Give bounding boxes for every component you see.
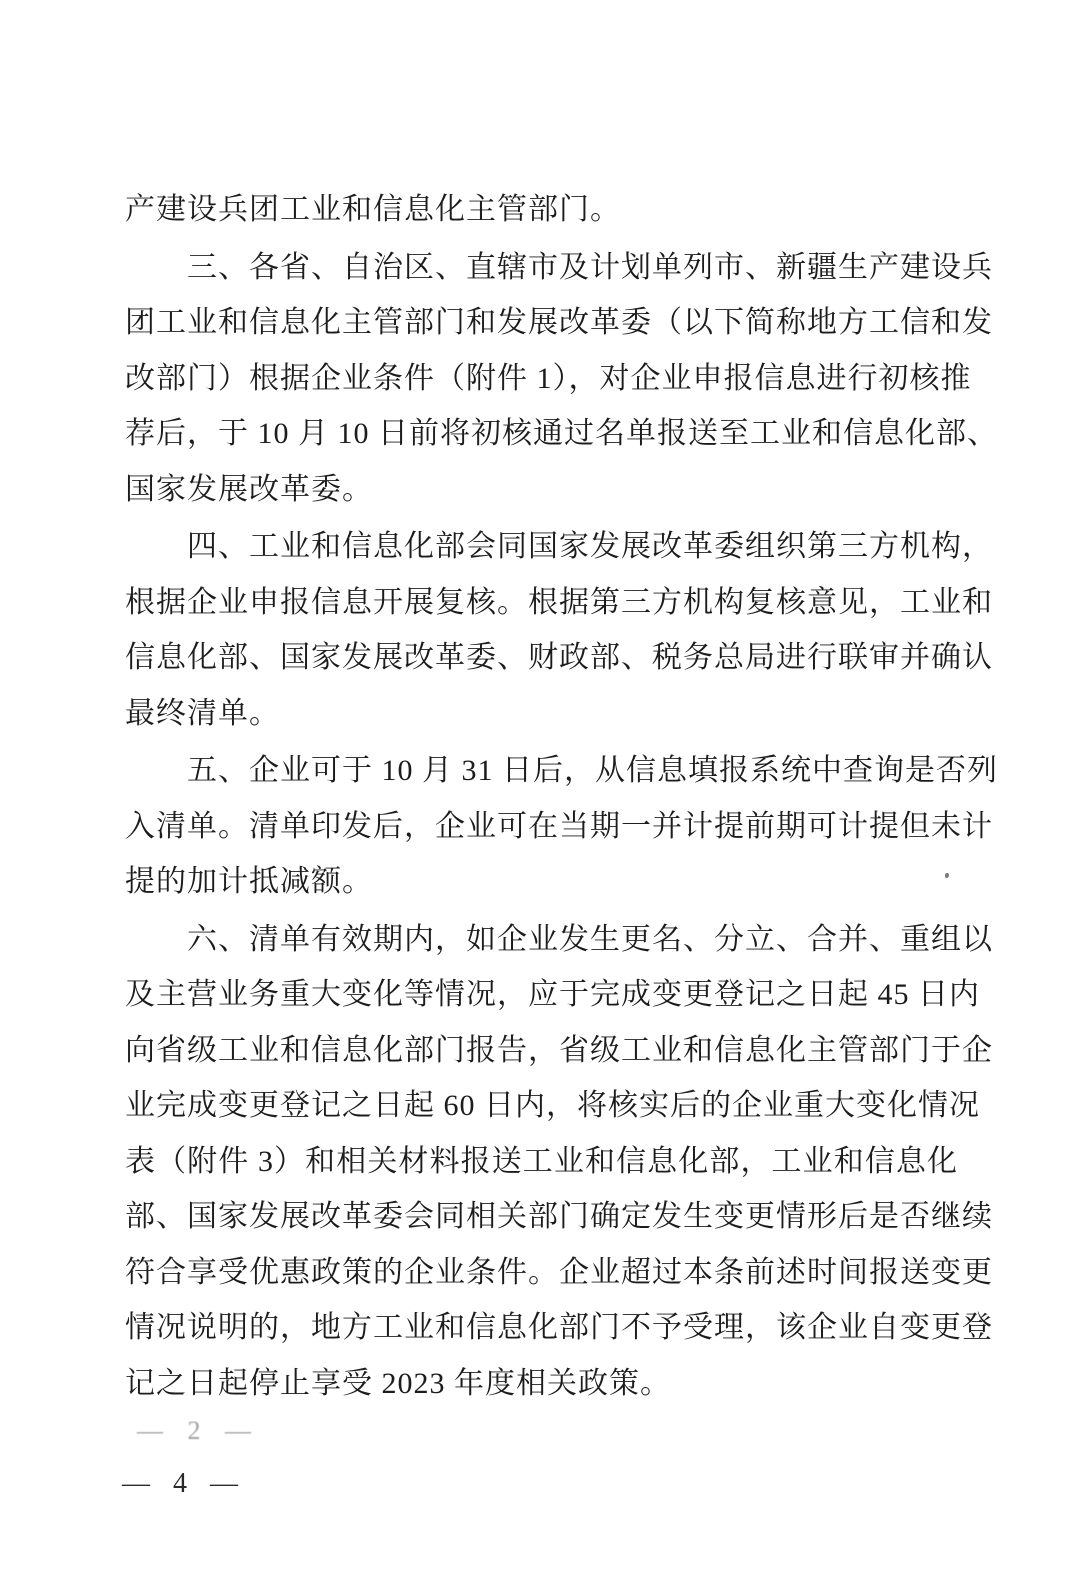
text-line: 根据企业申报信息开展复核。根据第三方机构复核意见，工业和 [125,585,993,619]
text-line: 产建设兵团工业和信息化主管部门。 [125,193,621,226]
text-line: 信息化部、国家发展改革委、财政部、税务总局进行联审并确认 [125,641,993,674]
text-line: 荐后，于 10 月 10 日前将初核通过名单报送至工业和信息化部、 [125,417,998,450]
text-line: 团工业和信息化主管部门和发展改革委（以下简称地方工信和发 [125,306,993,339]
text-line: 改部门）根据企业条件（附件 1），对企业申报信息进行初核推 [125,361,972,395]
text-line: 记之日起停止享受 2023 年度相关政策。 [125,1366,671,1400]
text-line: 向省级工业和信息化部门报告，省级工业和信息化主管部门于企 [125,1033,993,1067]
page-number-bleedthrough: — 2 — [137,1416,260,1445]
page-number: — 4 — [122,1468,246,1499]
text-line: 最终清单。 [125,696,280,730]
text-line: 六、清单有效期内，如企业发生更名、分立、合并、重组以 [187,922,993,956]
text-line: 情况说明的，地方工业和信息化部门不予受理，该企业自变更登 [125,1311,993,1344]
text-line: 及主营业务重大变化等情况，应于完成变更登记之日起 45 日内 [125,978,980,1011]
text-line: 三、各省、自治区、直辖市及计划单列市、新疆生产建设兵 [187,250,993,284]
text-line: 四、工业和信息化部会同国家发展改革委组织第三方机构， [187,530,993,563]
text-line: 表（附件 3）和相关材料报送工业和信息化部，工业和信息化 [125,1144,958,1178]
text-line: 业完成变更登记之日起 60 日内，将核实后的企业重大变化情况 [125,1089,980,1122]
text-line: 国家发展改革委。 [125,472,373,506]
text-line: 符合享受优惠政策的企业条件。企业超过本条前述时间报送变更 [125,1255,993,1289]
text-line: 五、企业可于 10 月 31 日后，从信息填报系统中查询是否列 [187,754,998,787]
document-body [125,182,998,1411]
text-line: 提的加计抵减额。 [125,865,373,898]
text-line: 入清单。清单印发后，企业可在当期一并计提前期可计提但未计 [125,809,993,843]
text-line: 部、国家发展改革委会同相关部门确定发生变更情形后是否继续 [125,1200,993,1233]
